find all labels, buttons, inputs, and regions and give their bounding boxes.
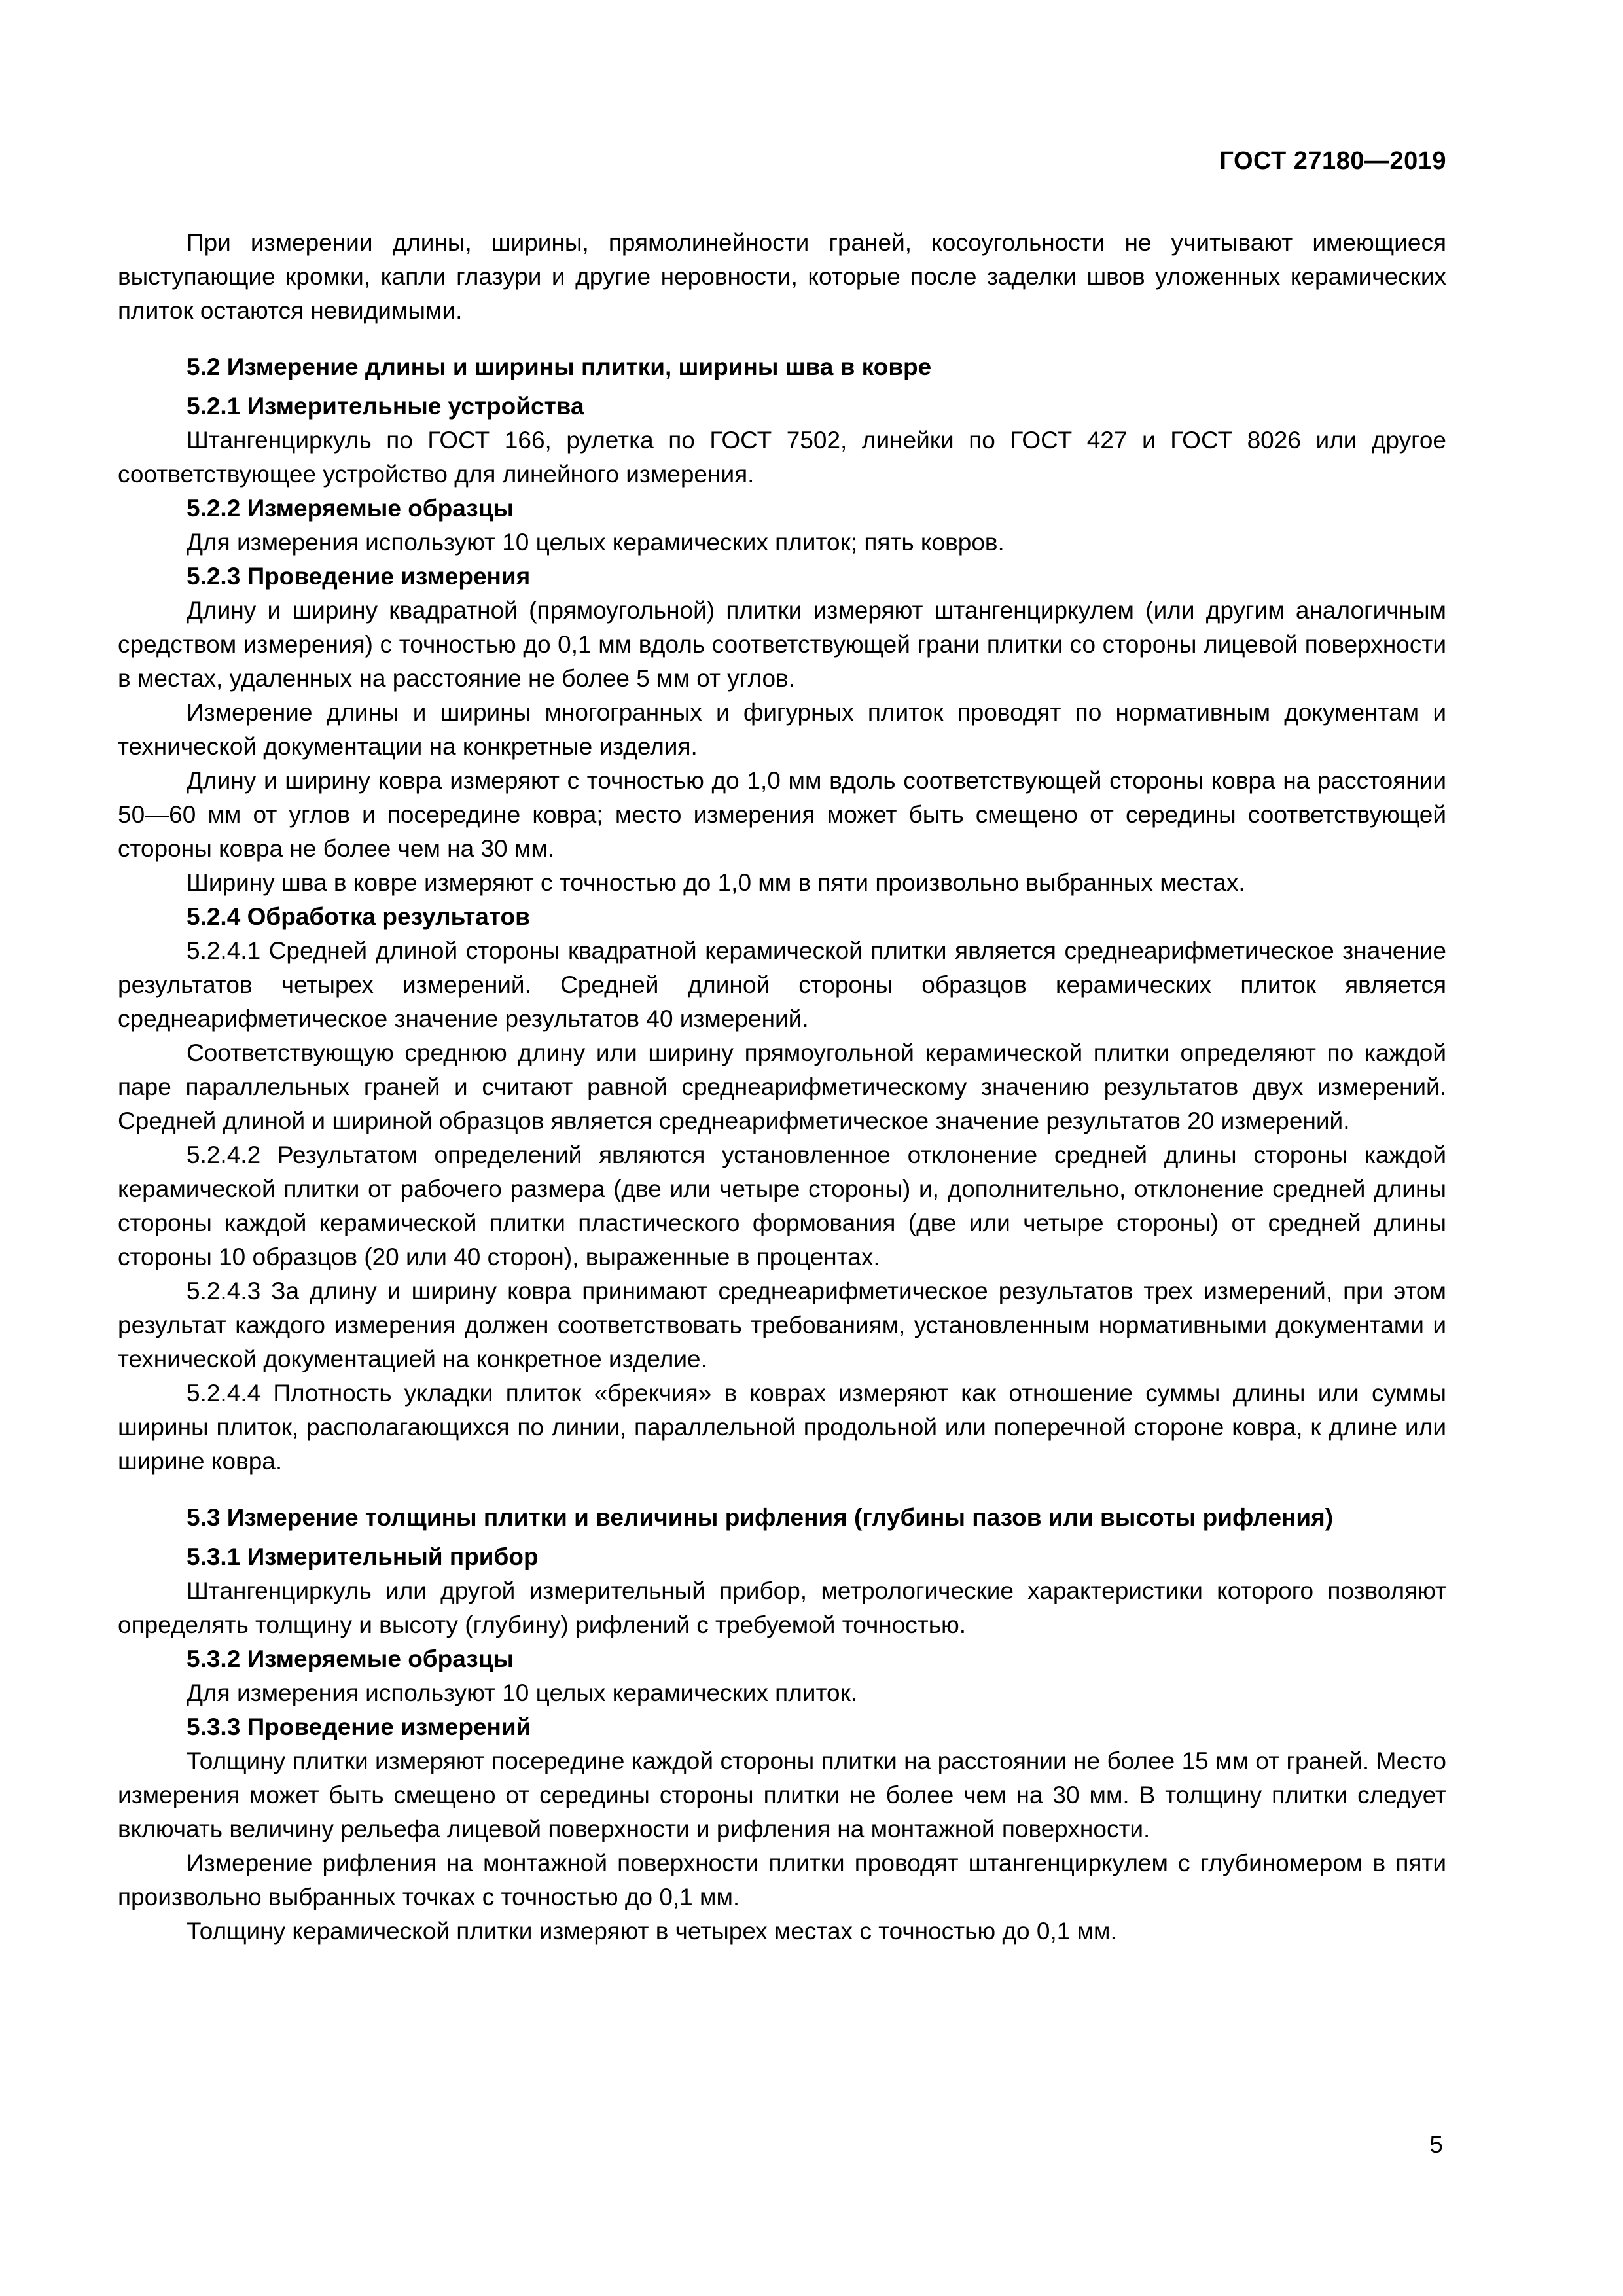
section-5-3-1-text: Штангенциркуль или другой измерительный прибор, метрологические характеристики которого позволяют определять толщину и высоту (глубину) рифлений с требуемой точностью. xyxy=(118,1577,1446,1638)
document-header: ГОСТ 27180—2019 xyxy=(1219,147,1446,175)
section-5-3-2-heading: 5.3.2 Измеряемые образцы xyxy=(187,1645,514,1672)
section-5-2-4-1-paragraph: 5.2.4.1 Средней длиной стороны квадратной керамической плитки является среднеарифметическое значение результатов четырех измерений. Средней длиной стороны образцов керамических плиток является среднеарифметическое значение результатов 40 измерений. xyxy=(118,937,1446,1032)
section-5-2-heading: 5.2 Измерение длины и ширины плитки, ширины шва в ковре xyxy=(187,353,932,380)
section-5-2-2-text: Для измерения используют 10 целых керамических плиток; пять ковров. xyxy=(187,529,1005,556)
section-5-3-heading: 5.3 Измерение толщины плитки и величины рифления (глубины пазов или высоты рифления) xyxy=(187,1504,1334,1531)
section-5-2-1-text: Штангенциркуль по ГОСТ 166, рулетка по ГОСТ 7502, линейки по ГОСТ 427 и ГОСТ 8026 или другое соответствующее устройство для линейного измерения. xyxy=(118,427,1446,488)
section-5-2-4-1-paragraph: Соответствующую среднюю длину или ширину прямоугольной керамической плитки определяют по каждой паре параллельных граней и считают равной среднеарифметическому значению результатов двух измерений. Средней длиной и шириной образцов является среднеарифметическое значение результатов 20 измерений. xyxy=(118,1039,1446,1134)
section-5-2-3-paragraph: Длину и ширину ковра измеряют с точностью до 1,0 мм вдоль соответствующей стороны ковра на расстоянии 50—60 мм от углов и посередине ковра; место измерения может быть смещено от середины соответствующей стороны ковра не более чем на 30 мм. xyxy=(118,767,1446,862)
page-body xyxy=(118,226,1446,1948)
section-5-2-4-2-paragraph: 5.2.4.2 Результатом определений являются установленное отклонение средней длины стороны каждой керамической плитки от рабочего размера (две или четыре стороны) и, дополнительно, отклонение средней длины стороны каждой керамической плитки пластического формования (две или четыре стороны) от средней длины стороны 10 образцов (20 или 40 сторон), выраженные в процентах. xyxy=(118,1141,1446,1270)
section-5-2-3-paragraph: Ширину шва в ковре измеряют с точностью до 1,0 мм в пяти произвольно выбранных местах. xyxy=(187,869,1245,896)
section-5-3-3-paragraph: Измерение рифления на монтажной поверхности плитки проводят штангенциркулем с глубиномером в пяти произвольно выбранных точках с точностью до 0,1 мм. xyxy=(118,1850,1446,1910)
section-5-3-3-paragraph: Толщину керамической плитки измеряют в четырех местах с точностью до 0,1 мм. xyxy=(187,1918,1117,1945)
section-5-2-2-heading: 5.2.2 Измеряемые образцы xyxy=(187,495,514,522)
section-5-2-4-4-paragraph: 5.2.4.4 Плотность укладки плиток «брекчия» в коврах измеряют как отношение суммы длины или суммы ширины плиток, располагающихся по линии, параллельной продольной или поперечной стороне ковра, к длине или ширине ковра. xyxy=(118,1380,1446,1475)
section-5-3-2-text: Для измерения используют 10 целых керамических плиток. xyxy=(187,1679,858,1706)
intro-paragraph: При измерении длины, ширины, прямолинейности граней, косоугольности не учитывают имеющиеся выступающие кромки, капли глазури и другие неровности, которые после заделки швов уложенных керамических плиток остаются невидимыми. xyxy=(118,229,1446,324)
section-5-2-3-paragraph: Измерение длины и ширины многогранных и фигурных плиток проводят по нормативным документам и технической документации на конкретные изделия. xyxy=(118,699,1446,760)
section-5-2-3-paragraph: Длину и ширину квадратной (прямоугольной) плитки измеряют штангенциркулем (или другим аналогичным средством измерения) с точностью до 0,1 мм вдоль соответствующей грани плитки со стороны лицевой поверхности в местах, удаленных на расстояние не более 5 мм от углов. xyxy=(118,597,1446,692)
page-number: 5 xyxy=(1429,2131,1443,2158)
section-5-2-1-heading: 5.2.1 Измерительные устройства xyxy=(187,393,584,420)
section-5-2-4-heading: 5.2.4 Обработка результатов xyxy=(187,903,530,930)
section-5-3-1-heading: 5.3.1 Измерительный прибор xyxy=(187,1543,539,1570)
section-5-2-3-heading: 5.2.3 Проведение измерения xyxy=(187,563,531,590)
section-5-3-3-paragraph: Толщину плитки измеряют посередине каждой стороны плитки на расстоянии не более 15 мм от граней. Место измерения может быть смещено от середины стороны плитки не более чем на 30 мм. В толщину плитки следует включать величину рельефа лицевой поверхности и рифления на монтажной поверхности. xyxy=(118,1748,1446,1842)
section-5-3-3-heading: 5.3.3 Проведение измерений xyxy=(187,1713,531,1740)
section-5-2-4-3-paragraph: 5.2.4.3 За длину и ширину ковра принимают среднеарифметическое результатов трех измерений, при этом результат каждого измерения должен соответствовать требованиям, установленным нормативными документами и технической документацией на конкретное изделие. xyxy=(118,1278,1446,1372)
